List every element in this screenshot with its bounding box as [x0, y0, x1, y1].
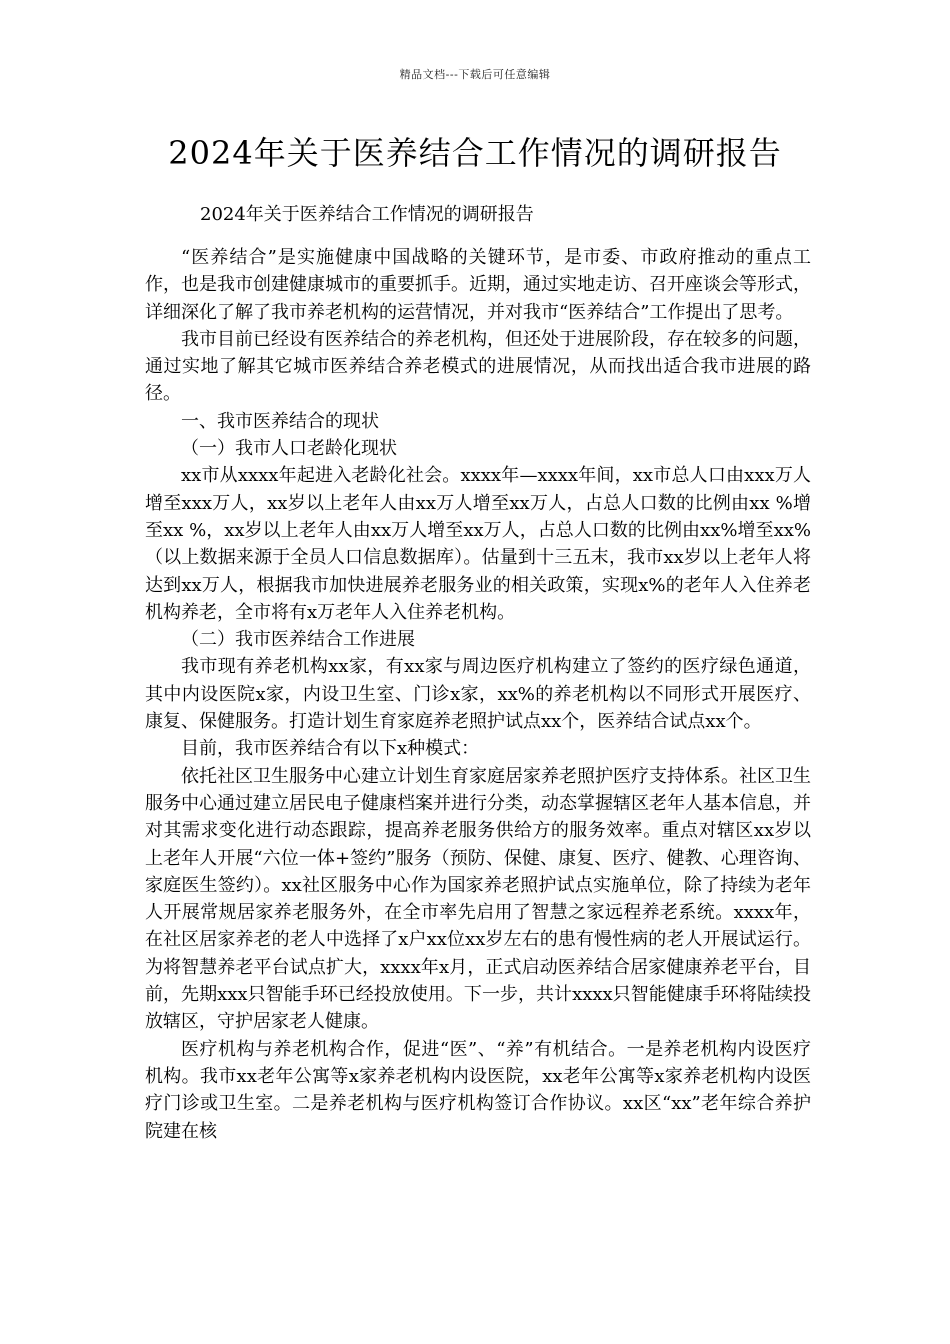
- subsection-heading: （一）我市人口老龄化现状: [181, 438, 397, 460]
- paragraph: “医养结合”是实施健康中国战略的关键环节，是市委、市政府推动的重点工作，也是我市创建健康城市的重要抓手。近期，通过实地走访、召开座谈会等形式，详细深化了解了我市养老机构的运营情况，并对我市“医养结合”工作提出了思考。: [145, 247, 811, 323]
- document-title: 2024年关于医养结合工作情况的调研报告: [168, 134, 782, 172]
- paragraph: 医疗机构与养老机构合作，促进“医”、“养”有机结合。一是养老机构内设医疗机构。我市xx老年公寓等x家养老机构内设医院，xx老年公寓等x家养老机构内设医疗门诊或卫生室。二是养老机构与医疗机构签订合作协议。xx区“xx”老年综合养护院建在核: [145, 1038, 811, 1142]
- paragraph: 依托社区卫生服务中心建立计划生育家庭居家养老照护医疗支持体系。社区卫生服务中心通过建立居民电子健康档案并进行分类，动态掌握辖区老年人基本信息，并对其需求变化进行动态跟踪，提高养老服务供给方的服务效率。重点对辖区xx岁以上老年人开展“六位一体+签约”服务（预防、保健、康复、医疗、健教、心理咨询、家庭医生签约）。xx社区服务中心作为国家养老照护试点实施单位，除了持续为老年人开展常规居家养老服务外，在全市率先启用了智慧之家远程养老系统。xxxx年，在社区居家养老的老人中选择了x户xx位xx岁左右的患有慢性病的老人开展试运行。为将智慧养老平台试点扩大，xxxx年x月，正式启动医养结合居家健康养老平台，目前，先期xxx只智能手环已经投放使用。下一步，共计xxxx只智能健康手环将陆续投放辖区，守护居家老人健康。: [145, 765, 811, 1033]
- paragraph: 目前，我市医养结合有以下x种模式：: [181, 738, 480, 760]
- section-heading: 一、我市医养结合的现状: [181, 410, 379, 432]
- document-body: [145, 244, 811, 1145]
- subsection-heading: （二）我市医养结合工作进展: [181, 629, 415, 651]
- page-header: 精品文档---下载后可任意编辑: [399, 68, 551, 81]
- paragraph: 我市现有养老机构xx家，有xx家与周边医疗机构建立了签约的医疗绿色通道，其中内设医院x家，内设卫生室、门诊x家，xx%的养老机构以不同形式开展医疗、康复、保健服务。打造计划生育家庭养老照护试点xx个，医养结合试点xx个。: [145, 656, 811, 733]
- document-subtitle: 2024年关于医养结合工作情况的调研报告: [200, 204, 534, 225]
- paragraph: 我市目前已经设有医养结合的养老机构，但还处于进展阶段，存在较多的问题，通过实地了解其它城市医养结合养老模式的进展情况，从而找出适合我市进展的路径。: [145, 328, 811, 405]
- paragraph: xx市从xxxx年起进入老龄化社会。xxxx年—xxxx年间，xx市总人口由xxx万人增至xxx万人，xx岁以上老年人由xx万人增至xx万人，占总人口数的比例由xx %增至xx %，xx岁以上老年人由xx万人增至xx万人，占总人口数的比例由xx%增至xx%（以上数据来源于全员人口信息数据库）。估量到十三五末，我市xx岁以上老年人将达到xx万人，根据我市加快进展养老服务业的相关政策，实现x%的老年人入住养老机构养老，全市将有x万老年人入住养老机构。: [145, 465, 811, 623]
